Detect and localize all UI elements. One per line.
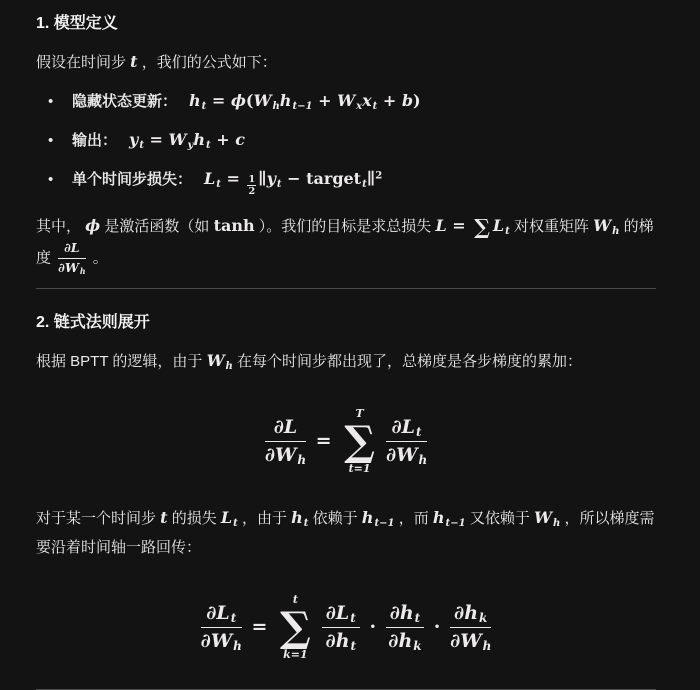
bullet-label: 隐藏状态更新： xyxy=(72,93,178,110)
list-item-hidden-state-update xyxy=(36,89,656,114)
bullet-label: 单个时间步损失： xyxy=(72,171,193,188)
inline-math: L = ∑ $L_t$ xyxy=(435,213,510,239)
bullet-icon: • xyxy=(48,93,54,110)
inline-math: $W_h$ xyxy=(206,350,233,372)
section-2-heading: 2. 链式法则展开 xyxy=(36,313,150,331)
inline-math: $\frac{\partial L}{\partial W_h}$ xyxy=(58,240,86,276)
chain-rule-formula: $\frac{\partial L_t}{\partial W_h}$ = t ∑ k=1 $\frac{\partial L_t}{\partial h_t}$ · $\frac{\partial h_t}{\partial h_k}$ · $\frac{\partial h_k}{\partial W_h}$ xyxy=(200,592,492,661)
inline-math: $L_t$ xyxy=(220,507,238,529)
total-gradient-formula: $\frac{\partial L}{\partial W_h}$ = T ∑ t=1 $\frac{\partial L_t}{\partial W_h}$ xyxy=(264,406,428,475)
inline-formula-output: $y_t = W_yh_t + c$ xyxy=(129,130,245,151)
inline-math: $W_h$ xyxy=(534,507,561,529)
dependency-paragraph: 对于某一个时间步 t 的损失 $L_t$ ，由于 $h_t$ 依赖于 $h_{t-1}$ ，而 $h_{t-1}$ 又依赖于 $W_h$ ，所以梯度需要沿着时间轴一路回传： xyxy=(36,507,655,556)
inline-math: $W_h$ xyxy=(593,216,620,237)
inline-math: $h_{t-1}$ xyxy=(432,507,466,529)
inline-formula-hidden-state: $h_t = \phi(W_hh_{t-1} + W_xx_t + b)$ xyxy=(189,91,421,112)
inline-formula-step-loss: $L_t$ = $\frac{1}{2}$ $\parallel y_t$ − target$_t$∥$^2$ xyxy=(204,169,383,198)
section-divider xyxy=(36,288,656,289)
bullet-icon: • xyxy=(48,132,54,149)
inline-math: $h_t$ xyxy=(291,507,309,529)
inline-math: $h_{t-1}$ xyxy=(361,507,395,529)
goal-paragraph: 其中， ϕ 是激活函数（如 tanh ）。我们的目标是求总损失 L = ∑ $L_t$ 对权重矩阵 $W_h$ 的梯度 $\frac{\partial L}{\partial W_h}$ 。 xyxy=(36,213,654,276)
display-equation-total-gradient xyxy=(36,406,656,477)
intro-paragraph: 假设在时间步 t ，我们的公式如下： xyxy=(36,52,277,71)
bullet-icon: • xyxy=(48,171,54,188)
bptt-paragraph: 根据 BPTT 的逻辑，由于 $W_h$ 在每个时间步都出现了，总梯度是各步梯度的累加： xyxy=(36,350,583,372)
inline-math: tanh xyxy=(213,216,255,236)
list-item-output xyxy=(36,128,656,153)
inline-math: ϕ xyxy=(85,216,101,236)
list-item-step-loss xyxy=(36,167,656,197)
bullet-label: 输出： xyxy=(72,132,118,149)
display-equation-chain-rule xyxy=(36,592,656,663)
formula-list xyxy=(36,89,656,197)
section-1-heading: 1. 模型定义 xyxy=(36,15,118,32)
inline-math: t xyxy=(160,507,168,527)
inline-math: t xyxy=(130,52,138,71)
